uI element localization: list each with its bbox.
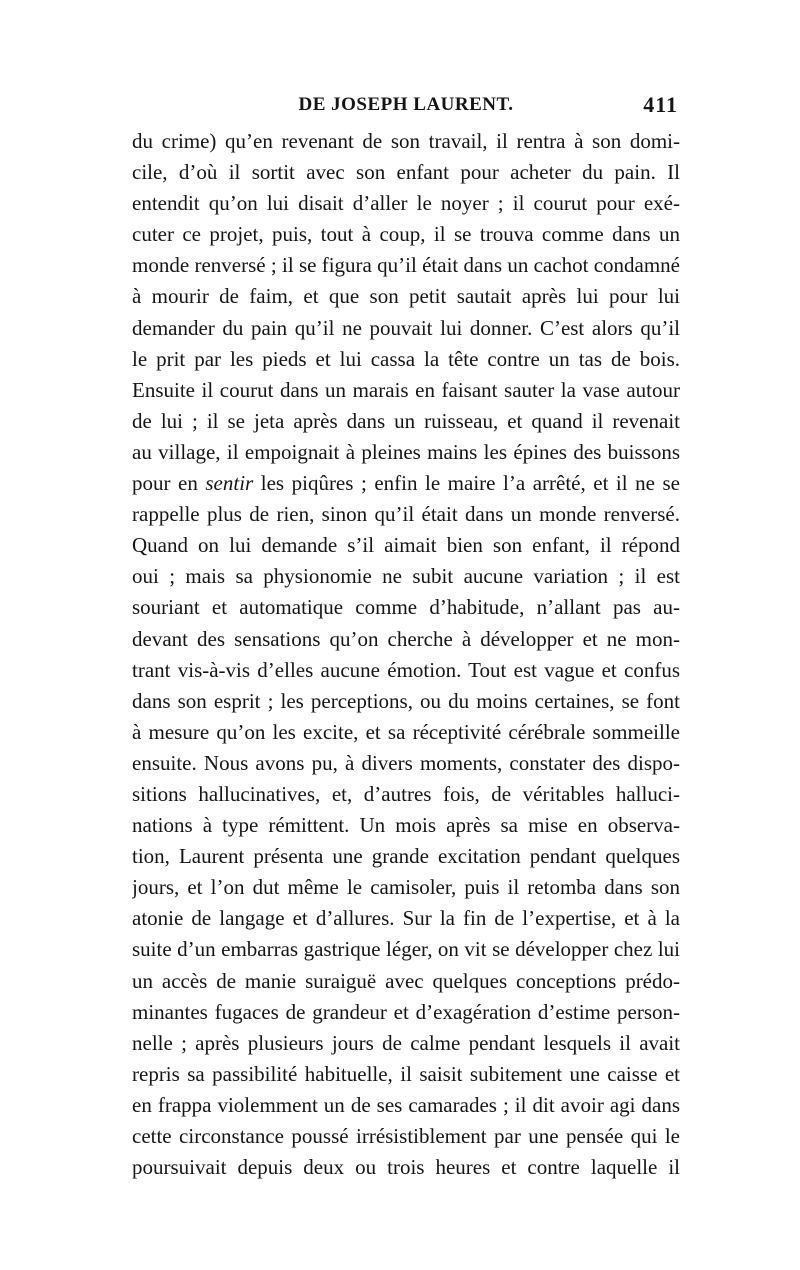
running-head xyxy=(132,92,680,120)
text-line: souriant et automatique comme d’habitude, n’allant pas au- xyxy=(132,595,680,620)
text-line: un accès de manie suraiguë avec quelques conceptions prédo- xyxy=(132,968,680,993)
text-line: nations à type rémittent. Un mois après sa mise en observa- xyxy=(132,813,680,838)
text-line: du crime) qu’en revenant de son travail, il rentra à son domi- xyxy=(132,129,680,153)
text-line: suite d’un embarras gastrique léger, on vit se développer chez lui xyxy=(132,937,680,962)
text-line: à mourir de faim, et que son petit sautait après lui pour lui xyxy=(132,284,680,309)
text-line: sitions hallucinatives, et, d’autres fois, de véritables halluci- xyxy=(132,781,680,806)
text-line: rappelle plus de rien, sinon qu’il était dans un monde renversé. xyxy=(132,502,680,527)
text-line: cette circonstance poussé irrésistiblement par une pensée qui le xyxy=(132,1124,680,1148)
text-line: à mesure qu’on les excite, et sa réceptivité cérébrale sommeille xyxy=(132,719,680,744)
text-line: en frappa violemment un de ses camarades ; il dit avoir agi dans xyxy=(132,1092,680,1117)
text-line: jours, et l’on dut même le camisoler, puis il retomba dans son xyxy=(132,875,680,900)
text-line: pour en sentir les piqûres ; enfin le maire l’a arrêté, et il ne se xyxy=(132,471,680,496)
italic-word: sentir xyxy=(205,471,254,496)
text-line: tion, Laurent présenta une grande excitation pendant quelques xyxy=(132,844,680,869)
page-number: 411 xyxy=(643,92,678,117)
text-line: Ensuite il courut dans un marais en faisant sauter la vase autour xyxy=(132,377,680,402)
body-text xyxy=(132,126,680,1183)
text-line: de lui ; il se jeta après dans un ruisseau, et quand il revenait xyxy=(132,408,680,433)
text-line: cuter ce projet, puis, tout à coup, il se trouva comme dans un xyxy=(132,222,680,247)
text-line: ensuite. Nous avons pu, à divers moments, constater des dispo- xyxy=(132,750,680,775)
text-line: trant vis-à-vis d’elles aucune émotion. Tout est vague et confus xyxy=(132,657,680,682)
text-line: Quand on lui demande s’il aimait bien son enfant, il répond xyxy=(132,533,680,558)
text-line: devant des sensations qu’on cherche à développer et ne mon- xyxy=(132,626,680,651)
text-line: entendit qu’on lui disait d’aller le noyer ; il courut pour exé- xyxy=(132,191,680,216)
text-line: atonie de langage et d’allures. Sur la fin de l’expertise, et à la xyxy=(132,906,680,931)
text-line: poursuivait depuis deux ou trois heures et contre laquelle il xyxy=(132,1155,680,1180)
text-line: le prit par les pieds et lui cassa la tête contre un tas de bois. xyxy=(132,346,680,371)
text-line: repris sa passibilité habituelle, il saisit subitement une caisse et xyxy=(132,1061,680,1086)
text-line: monde renversé ; il se figura qu’il était dans un cachot condamné xyxy=(132,253,680,278)
running-title: DE JOSEPH LAURENT. xyxy=(298,94,514,115)
text-line: au village, il empoignait à pleines mains les épines des buissons xyxy=(132,439,680,464)
text-line: cile, d’où il sortit avec son enfant pour acheter du pain. Il xyxy=(132,160,680,185)
text-line: dans son esprit ; les perceptions, ou du moins certaines, se font xyxy=(132,688,680,713)
text-line: minantes fugaces de grandeur et d’exagération d’estime person- xyxy=(132,999,680,1024)
text-line: nelle ; après plusieurs jours de calme pendant lesquels il avait xyxy=(132,1030,680,1055)
text-line: demander du pain qu’il ne pouvait lui donner. C’est alors qu’il xyxy=(132,315,680,340)
text-line: oui ; mais sa physionomie ne subit aucune variation ; il est xyxy=(132,564,680,589)
